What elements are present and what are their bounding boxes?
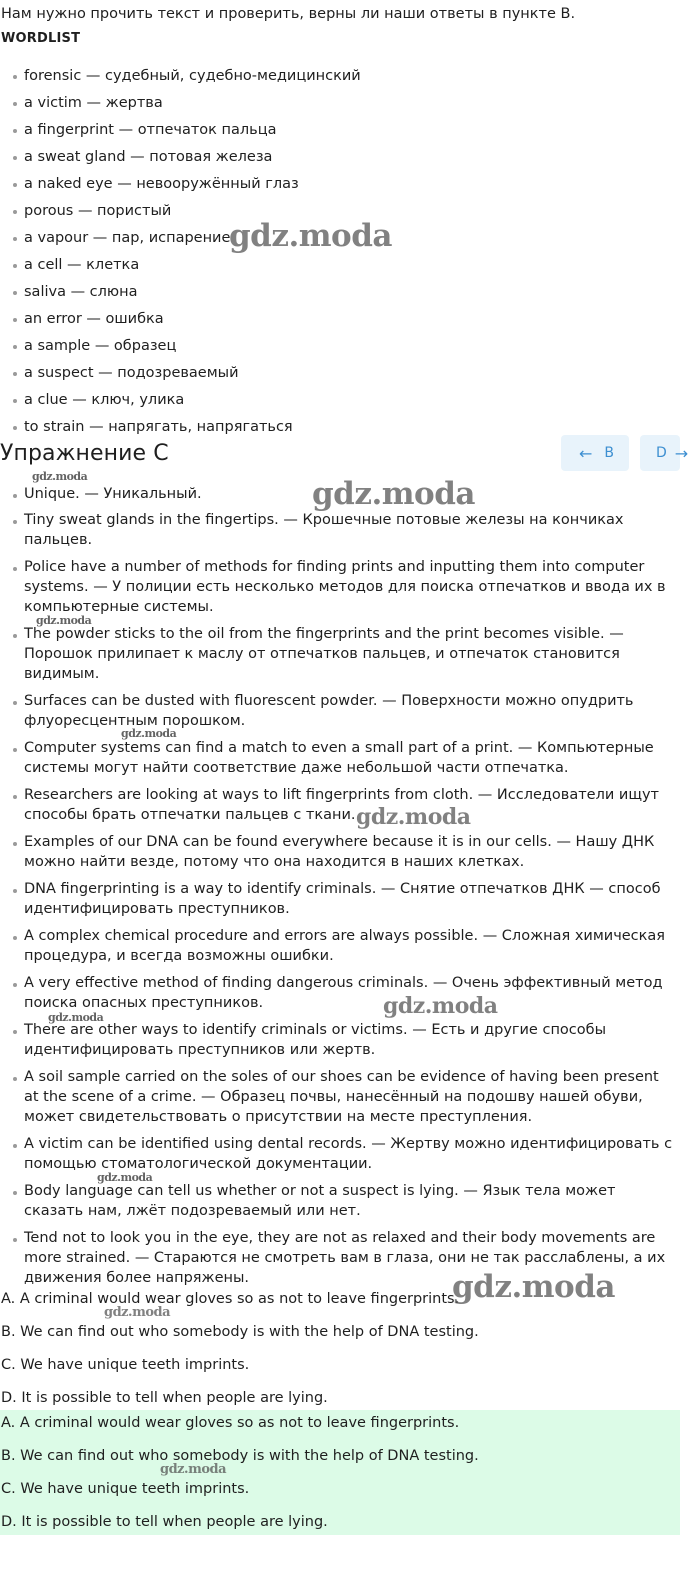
watermark: gdz.moda	[104, 1305, 171, 1320]
bullet-icon	[13, 748, 17, 752]
next-exercise-button[interactable]	[640, 435, 688, 471]
answer-line: C. We have unique teeth imprints.	[1, 1357, 250, 1373]
bullet-icon	[13, 1238, 17, 1242]
bullet-icon	[13, 1144, 17, 1148]
section-title: Упражнение C	[0, 441, 169, 466]
bullet-icon	[13, 156, 17, 160]
exercise-item: The powder sticks to the oil from the fingerprints and the print becomes visible. — Порошок прилипает к маслу от отпечатков пальцев, и отпечаток становится видимым.	[24, 626, 624, 682]
arrow-right-icon: →	[674, 443, 688, 463]
exercise-item: Researchers are looking at ways to lift fingerprints from cloth. — Исследователи ищут способы брать отпечатки пальцев с ткани.	[24, 787, 660, 823]
watermark: gdz.moda	[383, 993, 498, 1019]
exercise-item: Body language can tell us whether or not a suspect is lying. — Язык тела может сказать нам, лжёт подозреваемый или нет.	[24, 1183, 616, 1219]
watermark: gdz.moda	[36, 614, 92, 627]
wordlist-item: a naked eye — невооружённый глаз	[24, 176, 299, 192]
watermark: gdz.moda	[97, 1171, 153, 1184]
bullet-icon	[13, 701, 17, 705]
bullet-icon	[13, 936, 17, 940]
bullet-icon	[13, 183, 17, 187]
exercise-item: Examples of our DNA can be found everywhere because it is in our cells. — Нашу ДНК можно найти везде, потому что она находится в наших клетках.	[24, 834, 655, 870]
wordlist-item: to strain — напрягать, напрягаться	[24, 419, 293, 435]
watermark: gdz.moda	[312, 476, 475, 512]
watermark: gdz.moda	[160, 1462, 227, 1477]
bullet-icon	[13, 426, 17, 430]
wordlist-item: a suspect — подозреваемый	[24, 365, 239, 381]
wordlist-item: a sample — образец	[24, 338, 177, 354]
exercise-item: A soil sample carried on the soles of our shoes can be evidence of having been present at the scene of a crime. — Образец почвы, нанесённый на подошву нашей обуви, может свидетельствовать о присутствии на месте преступления.	[24, 1069, 659, 1125]
wordlist-item: a vapour — пар, испарение	[24, 230, 231, 246]
wordlist-item: a clue — ключ, улика	[24, 392, 185, 408]
wordlist-item: a fingerprint — отпечаток пальца	[24, 122, 277, 138]
prev-exercise-button[interactable]	[561, 435, 629, 471]
answer-line-highlighted: A. A criminal would wear gloves so as not to leave fingerprints.	[1, 1415, 460, 1431]
exercise-item: A complex chemical procedure and errors are always possible. — Сложная химическая процедура, и всегда возможны ошибки.	[24, 928, 666, 964]
wordlist-item: a victim — жертва	[24, 95, 163, 111]
bullet-icon	[13, 983, 17, 987]
wordlist-item: an error — ошибка	[24, 311, 164, 327]
wordlist-item: porous — пористый	[24, 203, 172, 219]
bullet-icon	[13, 1030, 17, 1034]
bullet-icon	[13, 291, 17, 295]
arrow-left-icon: ←	[579, 443, 593, 463]
exercise-item: Unique. — Уникальный.	[24, 486, 202, 502]
watermark: gdz.moda	[229, 218, 392, 254]
exercise-item: Computer systems can find a match to even a small part of a print. — Компьютерные системы могут найти соответствие даже небольшой части отпечатка.	[24, 740, 654, 776]
exercise-item: Surfaces can be dusted with fluorescent powder. — Поверхности можно опудрить флуоресцентным порошком.	[24, 693, 634, 729]
bullet-icon	[13, 520, 17, 524]
bullet-icon	[13, 1077, 17, 1081]
wordlist-item: a sweat gland — потовая железа	[24, 149, 273, 165]
bullet-icon	[13, 102, 17, 106]
exercise-item: A victim can be identified using dental records. — Жертву можно идентифицировать с помощью стоматологической документации.	[24, 1136, 673, 1172]
bullet-icon	[13, 567, 17, 571]
watermark: gdz.moda	[121, 727, 177, 740]
exercise-item: Tend not to look you in the eye, they are not as relaxed and their body movements are more strained. — Стараются не смотреть вам в глаза, они не так расслаблены, а их движения более напряжены.	[24, 1230, 666, 1286]
bullet-icon	[13, 889, 17, 893]
answer-line: D. It is possible to tell when people are lying.	[1, 1390, 328, 1406]
next-exercise-label: D	[656, 445, 667, 461]
answer-line-highlighted: D. It is possible to tell when people are lying.	[1, 1514, 328, 1530]
answer-line-highlighted: B. We can find out who somebody is with the help of DNA testing.	[1, 1448, 479, 1464]
bullet-icon	[13, 634, 17, 638]
answer-line-highlighted: C. We have unique teeth imprints.	[1, 1481, 250, 1497]
exercise-item: A very effective method of finding dangerous criminals. — Очень эффективный метод поиска опасных преступников.	[24, 975, 663, 1011]
bullet-icon	[13, 842, 17, 846]
intro-text: Нам нужно прочить текст и проверить, верны ли наши ответы в пункте В.	[1, 6, 576, 22]
bullet-icon	[13, 372, 17, 376]
bullet-icon	[13, 795, 17, 799]
bullet-icon	[13, 399, 17, 403]
wordlist-item: forensic — судебный, судебно-медицинский	[24, 68, 361, 84]
watermark: gdz.moda	[32, 470, 88, 483]
exercise-item: DNA fingerprinting is a way to identify criminals. — Снятие отпечатков ДНК — способ идентифицировать преступников.	[24, 881, 661, 917]
bullet-icon	[13, 129, 17, 133]
watermark: gdz.moda	[452, 1269, 615, 1305]
wordlist-item: a cell — клетка	[24, 257, 140, 273]
bullet-icon	[13, 318, 17, 322]
answer-line: B. We can find out who somebody is with the help of DNA testing.	[1, 1324, 479, 1340]
wordlist-item: saliva — слюна	[24, 284, 138, 300]
exercise-item: There are other ways to identify criminals or victims. — Есть и другие способы идентифицировать преступников или жертв.	[24, 1022, 607, 1058]
exercise-item: Police have a number of methods for finding prints and inputting them into computer systems. — У полиции есть несколько методов для поиска отпечатков и ввода их в компьютерные системы.	[24, 559, 666, 615]
bullet-icon	[13, 75, 17, 79]
wordlist-title: WORDLIST	[1, 31, 81, 46]
bullet-icon	[13, 1191, 17, 1195]
watermark: gdz.moda	[356, 804, 471, 830]
bullet-icon	[13, 210, 17, 214]
bullet-icon	[13, 345, 17, 349]
bullet-icon	[13, 264, 17, 268]
prev-exercise-label: B	[604, 445, 615, 461]
bullet-icon	[13, 494, 17, 498]
bullet-icon	[13, 237, 17, 241]
exercise-item: Tiny sweat glands in the fingertips. — Крошечные потовые железы на кончиках пальцев.	[24, 512, 624, 548]
watermark: gdz.moda	[48, 1011, 104, 1024]
answer-line: A. A criminal would wear gloves so as not to leave fingerprints.	[1, 1291, 460, 1307]
